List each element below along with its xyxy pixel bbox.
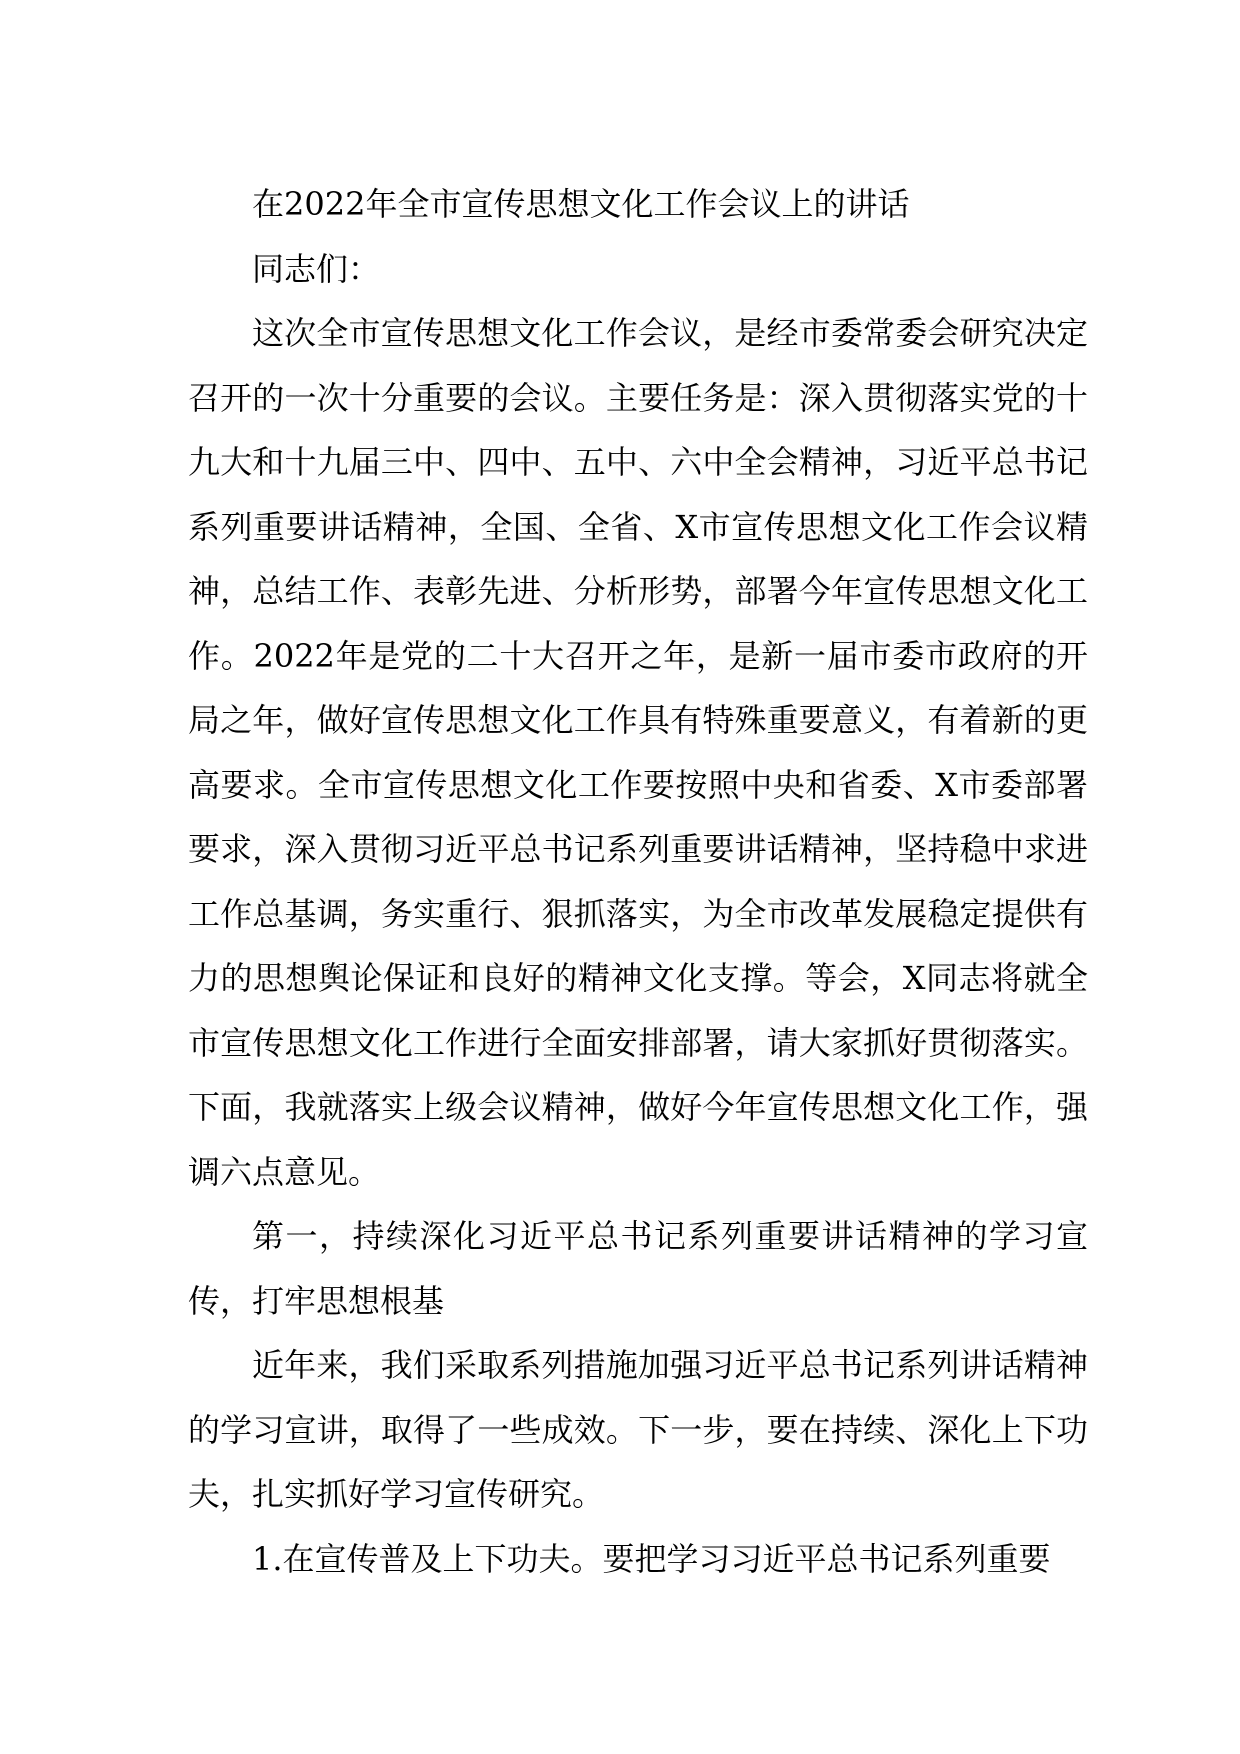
body-paragraph-intro: 这次全市宣传思想文化工作会议，是经市委常委会研究决定召开的一次十分重要的会议。主要任务是：深入贯彻落实党的十九大和十九届三中、四中、五中、六中全会精神，习近平总书记系列重要讲话精神，全国、全省、X市宣传思想文化工作会议精神，总结工作、表彰先进、分析形势，部署今年宣传思想文化工作。2022年是党的二十大召开之年，是新一届市委市政府的开局之年，做好宣传思想文化工作具有特殊重要意义，有着新的更高要求。全市宣传思想文化工作要按照中央和省委、X市委部署要求，深入贯彻习近平总书记系列重要讲话精神，坚持稳中求进工作总基调，务实重行、狠抓落实，为全市改革发展稳定提供有力的思想舆论保证和良好的精神文化支撑。等会，X同志将就全市宣传思想文化工作进行全面安排部署，请大家抓好贯彻落实。下面，我就落实上级会议精神，做好今年宣传思想文化工作，强调六点意见。 [188, 314, 1088, 1191]
document-page [188, 172, 1088, 1591]
document-title: 在2022年全市宣传思想文化工作会议上的讲话 [252, 185, 910, 223]
body-paragraph-section-one: 近年来，我们采取系列措施加强习近平总书记系列讲话精神的学习宣讲，取得了一些成效。下一步，要在持续、深化上下功夫，扎实抓好学习宣传研究。 [188, 1346, 1088, 1513]
list-item-one: 1.在宣传普及上下功夫。要把学习习近平总书记系列重要 [252, 1539, 1051, 1578]
salutation: 同志们： [252, 249, 381, 288]
section-heading-first: 第一，持续深化习近平总书记系列重要讲话精神的学习宣传，打牢思想根基 [188, 1217, 1088, 1320]
